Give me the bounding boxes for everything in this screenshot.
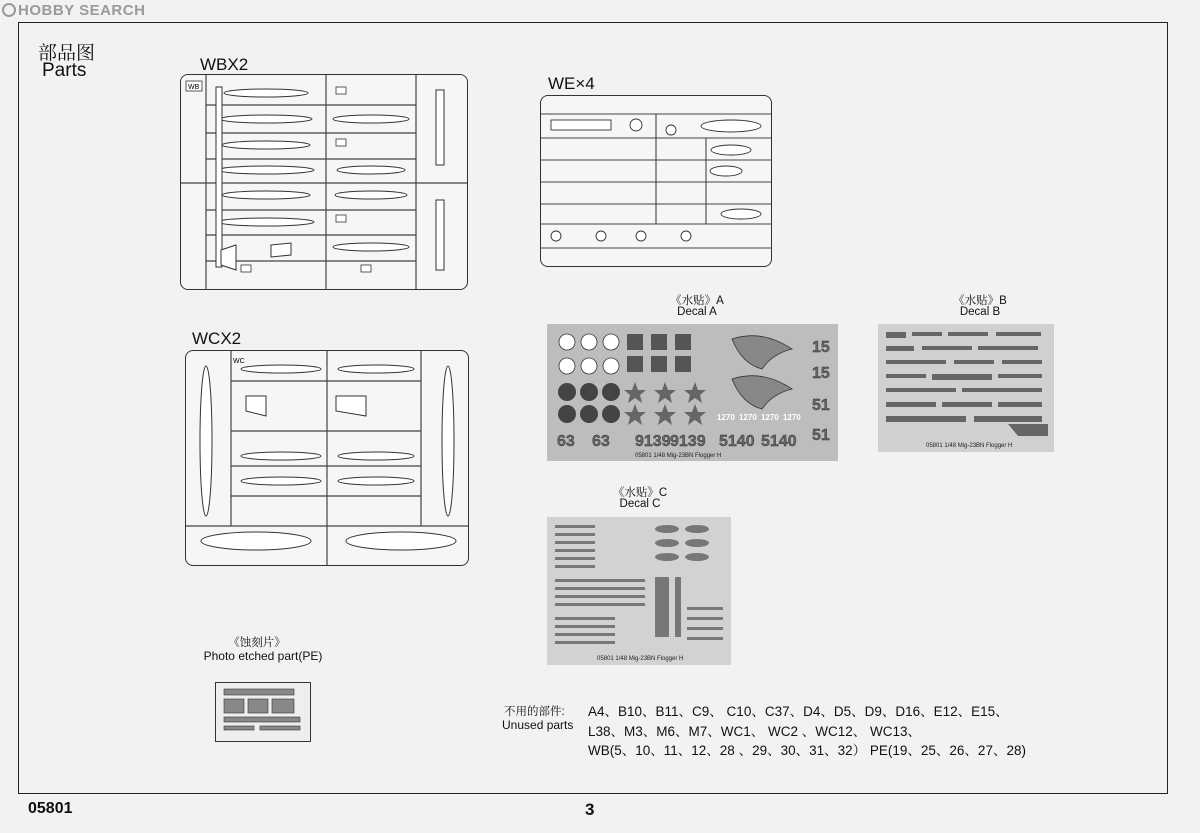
- decal-a-number-13: 1270: [761, 413, 779, 422]
- decal-a-number-1: 63: [557, 433, 575, 450]
- sprue-wc-tag: WC: [233, 358, 245, 365]
- title-chinese: 部品图: [38, 43, 96, 64]
- decal-a-number-2: 63: [592, 433, 610, 450]
- decal-a-number-7: 15: [812, 339, 830, 356]
- decal-a-label-en: Decal A: [677, 306, 717, 318]
- decal-a-label-cn: 《水贴》A: [670, 295, 724, 307]
- decal-b-label-cn: 《水贴》B: [953, 295, 1007, 307]
- pe-label-en: Photo etched part(PE): [203, 649, 323, 663]
- sprue-wb-tag: WB: [188, 84, 200, 91]
- decal-sheet-c: [547, 517, 731, 665]
- decal-a-number-6: 5140: [761, 433, 797, 450]
- decal-c-caption: 05801 1/48 Mig-23BN Flogger H: [597, 656, 684, 662]
- decal-b-drawing: [878, 324, 1054, 452]
- footer-page-number: 3: [585, 800, 595, 819]
- decal-a-number-12: 1270: [739, 413, 757, 422]
- sprue-wc-drawing: [186, 351, 468, 565]
- sprue-we-label: WE×4: [548, 74, 595, 93]
- pe-fret-drawing: [216, 683, 309, 740]
- decal-a-number-10: 51: [812, 427, 830, 444]
- unused-line-2: L38、M3、M6、M7、WC1、 WC2 、WC12、 WC13、: [588, 724, 922, 739]
- decal-sheet-a: [547, 324, 838, 461]
- decal-a-number-8: 15: [812, 365, 830, 382]
- decal-a-number-5: 5140: [719, 433, 755, 450]
- pe-fret: [215, 682, 311, 742]
- decal-a-number-3: 9139: [635, 433, 671, 450]
- unused-label-cn: 不用的部件:: [504, 706, 565, 718]
- decal-a-drawing: [547, 324, 838, 461]
- sprue-wc: [185, 350, 469, 566]
- hobbysearch-logo-icon: [2, 3, 16, 17]
- decal-a-number-9: 51: [812, 397, 830, 414]
- unused-line-3: WB(5、10、11、12、28 、29、30、31、32） PE(19、25、26、27、28): [588, 743, 1026, 758]
- decal-c-label-en: Decal C: [619, 498, 661, 510]
- decal-a-number-4: 9139: [670, 433, 706, 450]
- decal-a-number-11: 1270: [717, 413, 735, 422]
- decal-a-number-14: 1270: [783, 413, 801, 422]
- decal-c-label-cn: 《水贴》C: [612, 487, 668, 499]
- unused-line-1: A4、B10、B11、C9、 C10、C37、D4、D5、D9、D16、E12、E15、: [588, 704, 1009, 719]
- pe-label-cn: 《蚀刻片》: [228, 637, 286, 649]
- sprue-we: [540, 95, 772, 267]
- decal-sheet-b: [878, 324, 1054, 452]
- sprue-wc-label: WCX2: [192, 329, 242, 348]
- sprue-wb-drawing: [181, 75, 467, 289]
- footer-kit-code: 05801: [28, 800, 73, 817]
- decal-b-caption: 05801 1/48 Mig-23BN Flogger H: [926, 443, 1013, 449]
- sprue-we-drawing: [541, 96, 771, 266]
- sprue-wb: [180, 74, 468, 290]
- decal-b-label-en: Decal B: [959, 306, 1001, 318]
- sprue-wb-label: WBX2: [200, 55, 249, 74]
- unused-label-en: Unused parts: [502, 718, 574, 732]
- decal-c-drawing: [547, 517, 731, 665]
- watermark: HOBBY SEARCH: [2, 2, 145, 19]
- decal-a-caption: 05801 1/48 Mig-23BN Flogger H: [635, 453, 722, 459]
- title-english: Parts: [42, 60, 87, 81]
